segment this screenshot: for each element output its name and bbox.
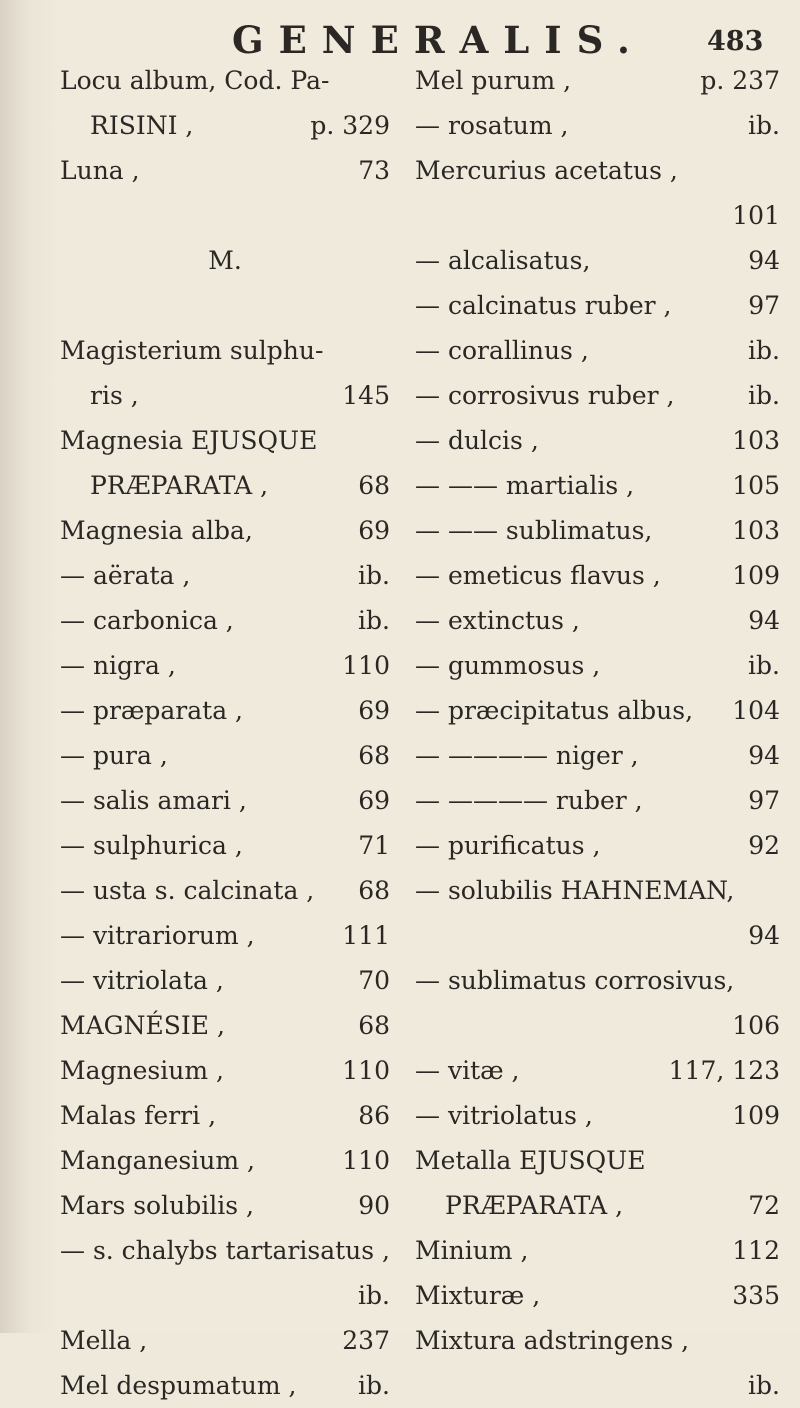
entry-term: Luna , — [60, 156, 140, 185]
running-title: GENERALIS. — [232, 18, 645, 62]
entry-term: — usta s. calcinata , — [60, 876, 315, 905]
entry-page-ref: 90 — [358, 1191, 390, 1220]
index-entry — [415, 913, 780, 958]
entry-term: — s. chalybs tartarisatus , — [60, 1236, 390, 1265]
entry-page-ref: 335 — [732, 1281, 780, 1310]
entry-term: Mel purum , — [415, 66, 572, 95]
index-entry — [415, 58, 780, 103]
index-entry — [415, 868, 780, 913]
entry-page-ref: ib. — [358, 1371, 390, 1400]
entry-page-ref: 68 — [358, 1011, 390, 1040]
entry-page-ref: 70 — [358, 966, 390, 995]
entry-page-ref: 69 — [358, 516, 390, 545]
index-entry — [415, 823, 780, 868]
entry-page-ref: 105 — [732, 471, 780, 500]
entry-page-ref: 97 — [748, 786, 780, 815]
entry-page-ref: 237 — [342, 1326, 390, 1355]
index-entry — [60, 598, 390, 643]
entry-page-ref: 109 — [732, 1101, 780, 1130]
entry-term: — vitæ , — [415, 1056, 520, 1085]
entry-term: — gummosus , — [415, 651, 601, 680]
entry-term: — carbonica , — [60, 606, 234, 635]
index-entry — [60, 958, 390, 1003]
entry-term: Mars solubilis , — [60, 1191, 254, 1220]
index-entry — [415, 1003, 780, 1048]
index-entry — [415, 643, 780, 688]
entry-term: — salis amari , — [60, 786, 247, 815]
entry-page-ref: ib. — [748, 381, 780, 410]
index-entry — [60, 1138, 390, 1183]
index-entry — [415, 103, 780, 148]
entry-page-ref: 94 — [748, 741, 780, 770]
entry-page-ref: 109 — [732, 561, 780, 590]
index-entry — [60, 1183, 390, 1228]
index-entry — [415, 373, 780, 418]
entry-term: — —— martialis , — [415, 471, 635, 500]
entry-page-ref: 101 — [732, 201, 780, 230]
index-entry — [415, 778, 780, 823]
entry-page-ref: ib. — [358, 606, 390, 635]
index-entry — [60, 553, 390, 598]
index-entry — [415, 1363, 780, 1408]
entry-term: Mella , — [60, 1326, 148, 1355]
entry-term: Mel despumatum , — [60, 1371, 297, 1400]
entry-page-ref: 112 — [732, 1236, 780, 1265]
entry-term: Malas ferri , — [60, 1101, 217, 1130]
index-entry — [415, 1138, 780, 1183]
entry-term: Locu album, Cod. Pa- — [60, 66, 330, 95]
entry-page-ref: ib. — [748, 651, 780, 680]
index-entry — [415, 193, 780, 238]
entry-term: — alcalisatus, — [415, 246, 591, 275]
entry-page-ref: 103 — [732, 426, 780, 455]
entry-term: Mercurius acetatus , — [415, 156, 678, 185]
index-entry — [60, 733, 390, 778]
index-entry — [415, 958, 780, 1003]
entry-term: — sulphurica , — [60, 831, 243, 860]
index-entry — [60, 1363, 390, 1408]
entry-term: Mixturæ , — [415, 1281, 541, 1310]
entry-page-ref: 73 — [358, 156, 390, 185]
entry-term: — præcipitatus albus, — [415, 696, 694, 725]
entry-page-ref: ib. — [748, 111, 780, 140]
index-entry — [415, 1048, 780, 1093]
entry-page-ref: 92 — [748, 831, 780, 860]
entry-term: Minium , — [415, 1236, 529, 1265]
entry-term: — pura , — [60, 741, 168, 770]
entry-page-ref: 111 — [342, 921, 390, 950]
index-entry — [415, 328, 780, 373]
entry-term: — solubilis HAHNEMAN, — [415, 876, 735, 905]
entry-page-ref: 106 — [732, 1011, 780, 1040]
index-entry — [60, 193, 390, 238]
entry-page-ref: 104 — [732, 696, 780, 725]
entry-term: — ———— ruber , — [415, 786, 643, 815]
entry-term: Mixtura adstringens , — [415, 1326, 690, 1355]
entry-page-ref: 71 — [358, 831, 390, 860]
index-entry — [415, 688, 780, 733]
page-number: 483 — [707, 26, 764, 57]
entry-term: — rosatum , — [415, 111, 569, 140]
index-entry — [60, 283, 390, 328]
index-entry — [60, 823, 390, 868]
entry-term: — vitrariorum , — [60, 921, 255, 950]
entry-term: — præparata , — [60, 696, 244, 725]
entry-term: — corrosivus ruber , — [415, 381, 675, 410]
entry-term: — aërata , — [60, 561, 191, 590]
index-entry — [60, 778, 390, 823]
entry-term: MAGNÉSIE , — [60, 1011, 225, 1040]
index-entry — [60, 1048, 390, 1093]
entry-page-ref: ib. — [358, 1281, 390, 1310]
index-entry — [60, 418, 390, 463]
entry-page-ref: 97 — [748, 291, 780, 320]
index-entry — [415, 283, 780, 328]
index-entry — [60, 103, 390, 148]
index-entry — [60, 1273, 390, 1318]
entry-page-ref: 69 — [358, 786, 390, 815]
entry-term: PRÆPARATA , — [90, 471, 269, 500]
index-entry — [415, 1228, 780, 1273]
entry-term: — ———— niger , — [415, 741, 639, 770]
index-entry — [415, 1093, 780, 1138]
entry-term: — dulcis , — [415, 426, 539, 455]
index-entry — [415, 1273, 780, 1318]
entry-page-ref: 94 — [748, 921, 780, 950]
index-entry — [60, 508, 390, 553]
entry-term: — nigra , — [60, 651, 176, 680]
entry-term: — calcinatus ruber , — [415, 291, 672, 320]
index-entry — [415, 1183, 780, 1228]
index-entry — [60, 913, 390, 958]
entry-term: — corallinus , — [415, 336, 589, 365]
entry-term: — —— sublimatus, — [415, 516, 653, 545]
entry-page-ref: 86 — [358, 1101, 390, 1130]
index-entry — [415, 463, 780, 508]
index-entry — [60, 1093, 390, 1138]
index-entry — [60, 463, 390, 508]
entry-page-ref: ib. — [358, 561, 390, 590]
index-entry — [415, 238, 780, 283]
entry-page-ref: 72 — [748, 1191, 780, 1220]
entry-term: PRÆPARATA , — [445, 1191, 624, 1220]
entry-page-ref: 68 — [358, 876, 390, 905]
entry-page-ref: 110 — [342, 651, 390, 680]
index-entry — [60, 1318, 390, 1363]
entry-term: — sublimatus corrosivus, — [415, 966, 735, 995]
entry-page-ref: 69 — [358, 696, 390, 725]
entry-term: M. — [208, 246, 242, 275]
index-entry — [60, 868, 390, 913]
entry-page-ref: p. 329 — [310, 111, 390, 140]
entry-term: — vitriolata , — [60, 966, 224, 995]
entry-term: RISINI , — [90, 111, 194, 140]
index-entry — [60, 328, 390, 373]
entry-page-ref: 117, 123 — [668, 1056, 780, 1085]
entry-page-ref: ib. — [748, 1371, 780, 1400]
index-entry — [415, 148, 780, 193]
index-entry — [415, 598, 780, 643]
index-entry — [60, 688, 390, 733]
entry-term: Metalla EJUSQUE — [415, 1146, 646, 1175]
index-entry — [60, 373, 390, 418]
entry-page-ref: 94 — [748, 246, 780, 275]
index-entry — [415, 418, 780, 463]
entry-term: Magnesium , — [60, 1056, 224, 1085]
index-entry — [415, 733, 780, 778]
index-column-left — [60, 58, 390, 1408]
entry-term: — extinctus , — [415, 606, 580, 635]
index-entry — [60, 643, 390, 688]
entry-term: Manganesium , — [60, 1146, 255, 1175]
index-entry — [415, 508, 780, 553]
entry-term: Magnesia EJUSQUE — [60, 426, 318, 455]
entry-term: Magnesia alba, — [60, 516, 253, 545]
index-entry — [60, 148, 390, 193]
entry-term: Magisterium sulphu- — [60, 336, 324, 365]
entry-page-ref: 68 — [358, 471, 390, 500]
entry-page-ref: 110 — [342, 1056, 390, 1085]
entry-page-ref: 145 — [342, 381, 390, 410]
entry-page-ref: 94 — [748, 606, 780, 635]
entry-page-ref: 103 — [732, 516, 780, 545]
index-entry — [60, 1003, 390, 1048]
entry-page-ref: 110 — [342, 1146, 390, 1175]
index-entry — [60, 238, 390, 283]
entry-term: — emeticus flavus , — [415, 561, 661, 590]
index-column-right — [415, 58, 780, 1408]
entry-term: — purificatus , — [415, 831, 601, 860]
index-entry — [60, 1228, 390, 1273]
index-entry — [60, 58, 390, 103]
entry-page-ref: ib. — [748, 336, 780, 365]
entry-page-ref: 68 — [358, 741, 390, 770]
entry-term: ris , — [90, 381, 139, 410]
index-entry — [415, 1318, 780, 1363]
entry-page-ref: p. 237 — [700, 66, 780, 95]
index-entry — [415, 553, 780, 598]
entry-term: — vitriolatus , — [415, 1101, 593, 1130]
